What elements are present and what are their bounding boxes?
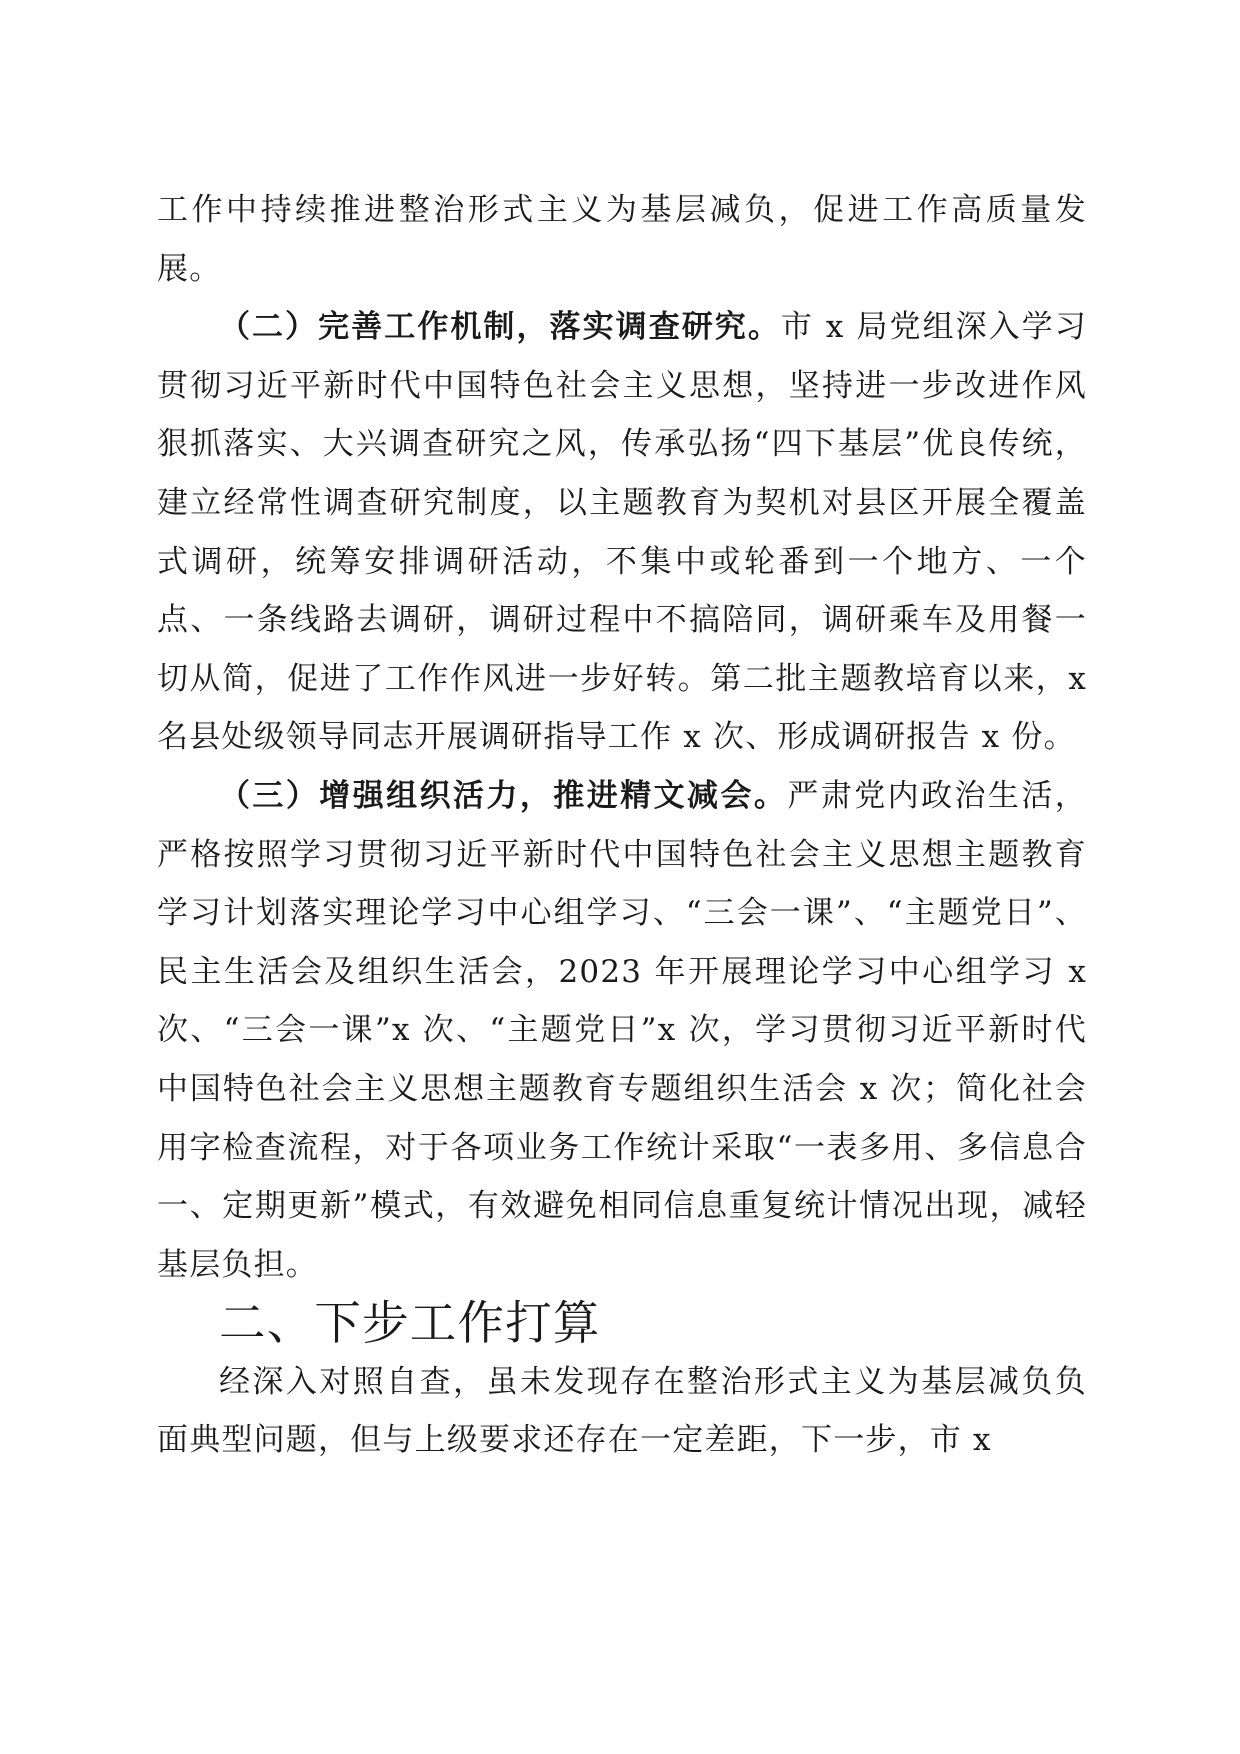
paragraph-text: 严肃党内政治生活，严格按照学习贯彻习近平新时代中国特色社会主义思想主题教育学习计划落实理论学习中心组学习、“三会一课”、“主题党日”、民主生活会及组织生活会，2023 年开展理论学习中心组学习 x 次、“三会一课”x 次、“主题党日”x 次，学习贯彻习近平新时代中国特色社会主义思想主题教育专题组织生活会 x 次；简化社会用字检查流程，对于各项业务工作统计采取“一表多用、多信息合一、定期更新”模式，有效避免相同信息重复统计情况出现，减轻基层负担。: [157, 777, 1087, 1283]
paragraph-heading: （三）增强组织活力，推进精文减会。: [219, 777, 788, 814]
section-heading: 二、下步工作打算: [219, 1296, 601, 1351]
document-body: [157, 181, 1087, 1470]
paragraph-next-steps: 经深入对照自查，虽未发现存在整治形式主义为基层减负负面典型问题，但与上级要求还存在一定差距，下一步，市 x: [157, 1363, 1087, 1459]
paragraph-work-mechanism: [157, 298, 1087, 767]
paragraph-continued: 工作中持续推进整治形式主义为基层减负，促进工作高质量发展。: [157, 192, 1087, 287]
paragraph-organization-vitality: [157, 767, 1087, 1294]
paragraph-heading: （二）完善工作机制，落实调查研究。: [219, 309, 781, 346]
paragraph-text: 市 x 局党组深入学习贯彻习近平新时代中国特色社会主义思想，坚持进一步改进作风狠抓落实、大兴调查研究之风，传承弘扬“四下基层”优良传统，建立经常性调查研究制度，以主题教育为契机对县区开展全覆盖式调研，统筹安排调研活动，不集中或轮番到一个地方、一个点、一条线路去调研，调研过程中不搞陪同，调研乘车及用餐一切从简，促进了工作作风进一步好转。第二批主题教培育以来，x 名县处级领导同志开展调研指导工作 x 次、形成调研报告 x 份。: [157, 309, 1087, 756]
